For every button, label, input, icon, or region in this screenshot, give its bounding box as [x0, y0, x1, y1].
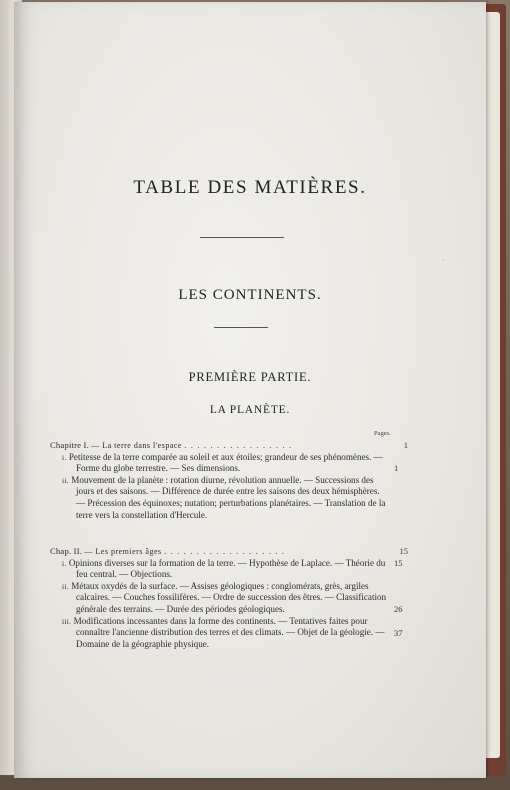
item-number: ii. — [62, 581, 69, 591]
book-page — [14, 2, 486, 778]
pages-column-label: Pages. — [374, 430, 391, 437]
toc-item — [50, 475, 408, 521]
paper-speck: · — [442, 257, 445, 265]
chapter-heading — [50, 440, 408, 452]
item-number: iii. — [62, 616, 72, 626]
item-text: Mouvement de la planète : rotation diurne, révolution annuelle. — Successions des jours et des saisons. — Différence de durée entre les saisons des deux hémisphères. — Précession des équinoxes; nutation; perturbations planétaires. — Translation de la terre vers la constellation d'Hercule. — [71, 474, 386, 520]
chapter-title: — Les premiers âges — [84, 547, 162, 556]
chapter-title: — La terre dans l'espace — [91, 441, 182, 450]
toc-chapter-1 — [50, 440, 408, 521]
toc-chapter-2 — [50, 546, 408, 650]
leader-dots: . . . . . . . . . . . . . . . . . . . — [163, 546, 286, 556]
item-number: ii. — [62, 475, 69, 485]
page-number: 1 — [403, 440, 408, 450]
subpart-title: LA PLANÈTE. — [209, 404, 291, 416]
toc-item: iii. Modifications incessantes dans la forme des continents. — Tentatives faites pour connaître l'ancienne distribution des terres et des climats. — Objet de la géologie. — Domaine de la géographie physique. 37 — [62, 615, 403, 649]
leader-dots: . . . . . . . . . . . . . . . . . — [184, 440, 293, 450]
item-number: i. — [62, 558, 67, 568]
title-divider — [200, 237, 284, 238]
part-title: PREMIÈRE PARTIE. — [188, 370, 312, 384]
section-title: LES CONTINENTS. — [178, 287, 322, 303]
chapter-ref: Chapitre I. — [50, 440, 89, 450]
toc-item: i. Opinions diverses sur la formation de la terre. — Hypothèse de Laplace. — Théorie du feu central. — Objections. 15 — [62, 557, 403, 580]
toc-item: i. Petitesse de la terre comparée au soleil et aux étoiles; grandeur de ses phénomènes. — Forme du globe terrestre. — Ses dimensions. 1 — [62, 451, 399, 474]
chapter-ref: Chap. II. — [50, 546, 83, 556]
page-number: 15 — [399, 546, 408, 556]
item-text: Métaux oxydés de la surface. — Assises géologiques : conglomérats, grès, argiles calcaires. — Couches fossilifères. — Ordre de succession des êtres. — Classification générale des terrains. — Durée des périodes géologiques. — [71, 580, 387, 614]
item-text: Petitesse de la terre comparée au soleil et aux étoiles; grandeur de ses phénomènes. — Forme du globe terrestre. — Ses dimensions. — [68, 451, 383, 474]
page-title: TABLE DES MATIÈRES. — [133, 177, 367, 198]
chapter-heading — [50, 546, 408, 558]
toc-item: ii. Métaux oxydés de la surface. — Assises géologiques : conglomérats, grès, argiles calcaires. — Couches fossilifères. — Ordre de succession des êtres. — Classification générale des terrains. — Durée des périodes géologiques. 26 — [62, 580, 403, 614]
item-number: i. — [62, 452, 67, 462]
section-divider — [214, 327, 268, 328]
item-text: Modifications incessantes dans la forme des continents. — Tentatives faites pour connaître l'ancienne distribution des terres et des climats. — Objet de la géologie. — Domaine de la géographie physique. — [73, 615, 385, 649]
item-text: Opinions diverses sur la formation de la terre. — Hypothèse de Laplace. — Théorie du feu central. — Objections. — [68, 557, 386, 580]
